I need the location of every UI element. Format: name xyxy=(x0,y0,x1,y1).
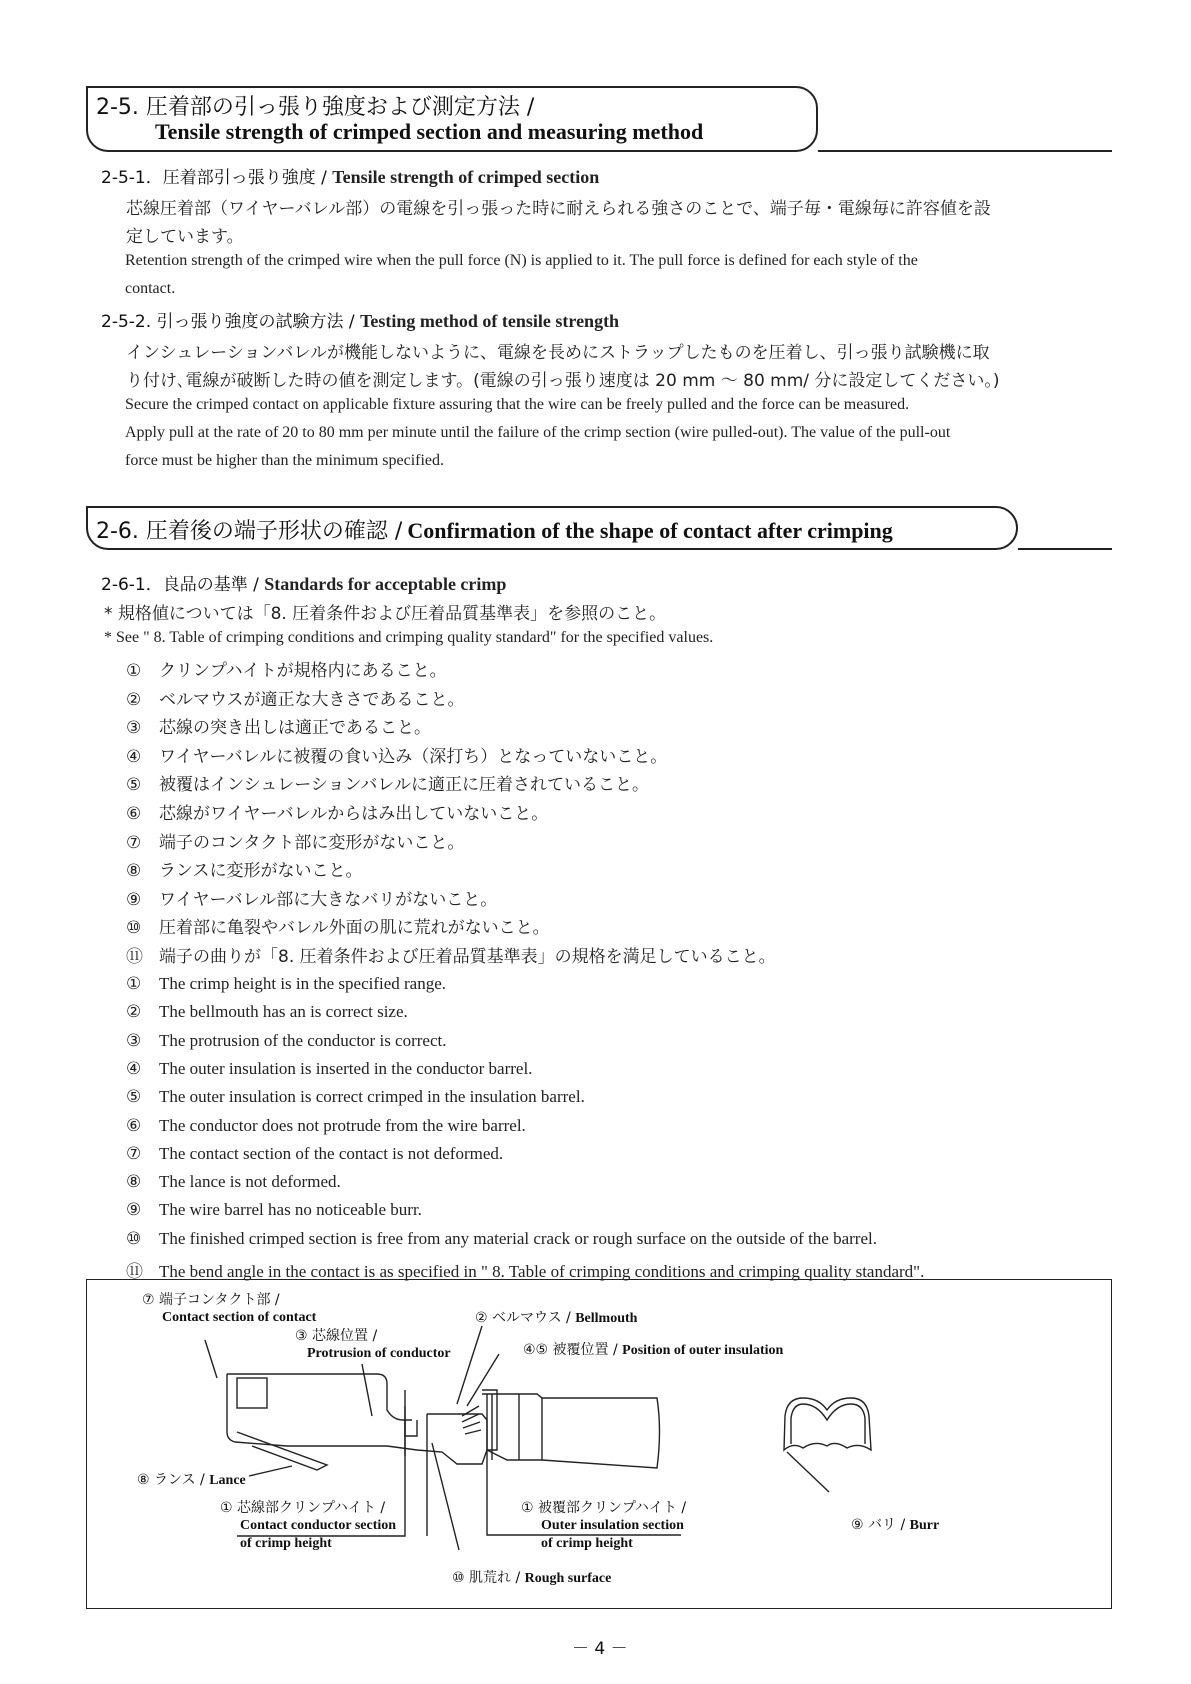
leader-lance xyxy=(249,1466,292,1476)
section-2-5-title-en: Tensile strength of crimped section and measuring method xyxy=(155,119,704,144)
item-number: ⑥ xyxy=(126,1115,142,1135)
item-number: ⑤ xyxy=(126,775,142,796)
heading-2-5-2 xyxy=(101,307,619,332)
label-protrusion-jp: ③ 芯線位置 / xyxy=(295,1328,378,1344)
list-item xyxy=(126,913,550,938)
s252-jp-line1: インシュレーションバレルが機能しないように、電線を長めにストラップしたものを圧着し、引っ張り試験機に取 xyxy=(126,343,990,363)
list-item xyxy=(126,1031,447,1051)
section-2-6-title-en: Confirmation of the shape of contact after crimping xyxy=(407,518,893,543)
label-contact-section-jp: ⑦ 端子コンタクト部 / xyxy=(142,1292,280,1308)
list-item xyxy=(126,1229,877,1249)
section-2-6-rule xyxy=(1018,548,1112,550)
label-burr-jp: ⑨ バリ / xyxy=(851,1517,906,1533)
item-text: The lance is not deformed. xyxy=(159,1172,341,1192)
item-text: The contact section of the contact is not deformed. xyxy=(159,1143,504,1163)
s251-en-line2: contact. xyxy=(125,280,176,297)
contact-top xyxy=(227,1374,412,1420)
list-item xyxy=(126,770,649,795)
label-insulation-ch-en1: Outer insulation section xyxy=(541,1518,684,1533)
label-burr xyxy=(851,1516,939,1535)
label-contact-section-en: Contact section of contact xyxy=(162,1310,317,1325)
label-burr-en: Burr xyxy=(909,1518,940,1533)
item-text: ベルマウスが適正な大きさであること。 xyxy=(159,689,465,710)
crimp-diagram-drawing xyxy=(87,1280,1113,1610)
item-text: The bellmouth has an is correct size. xyxy=(159,1002,408,1022)
item-text: 端子の曲りが「8. 圧着条件および圧着品質基準表」の規格を満足していること。 xyxy=(159,947,776,967)
item-text: 端子のコンタクト部に変形がないこと。 xyxy=(159,832,465,853)
leader-rough xyxy=(432,1443,459,1550)
label-lance-jp: ⑧ ランス / xyxy=(137,1472,205,1488)
label-insulation-position-jp: ④⑤ 被覆位置 / xyxy=(523,1342,618,1358)
list-item xyxy=(126,828,464,853)
conductor-barrel xyxy=(405,1420,417,1436)
contact-window xyxy=(237,1378,267,1408)
label-insulation-ch-jp: ① 被覆部クリンプハイト / xyxy=(521,1500,687,1516)
item-number: ① xyxy=(126,661,142,681)
heading-2-6-1 xyxy=(101,570,506,595)
list-item xyxy=(126,656,447,681)
item-text: 芯線の突き出しは適正であること。 xyxy=(159,718,431,739)
item-text: The bend angle in the contact is as specified in " 8. Table of crimping conditions and crimping quality standard". xyxy=(159,1262,925,1281)
list-item xyxy=(126,742,667,767)
label-conductor-ch-en2: of crimp height xyxy=(240,1536,332,1551)
label-conductor-ch-en1: Contact conductor section xyxy=(240,1518,397,1533)
leader-contact xyxy=(205,1340,217,1378)
item-number: ⑦ xyxy=(126,1143,142,1163)
item-number: ⑩ xyxy=(126,918,142,939)
bellmouth-strands xyxy=(462,1406,481,1434)
item-text: The protrusion of the conductor is correct. xyxy=(159,1030,447,1050)
list-item xyxy=(126,1002,408,1022)
item-number: ④ xyxy=(126,1058,142,1078)
burr-inner xyxy=(791,1404,865,1444)
list-item xyxy=(126,1059,532,1079)
item-text: 圧着部に亀裂やバレル外面の肌に荒れがないこと。 xyxy=(159,918,550,939)
wire xyxy=(542,1398,660,1468)
item-number: ② xyxy=(126,1002,142,1022)
section-2-6-title xyxy=(96,514,893,545)
heading-2-5-1-en: Tensile strength of crimped section xyxy=(332,167,600,187)
item-number: ② xyxy=(126,689,142,710)
item-text: The crimp height is in the specified range. xyxy=(159,974,447,993)
item-number: ⑩ xyxy=(126,1228,142,1248)
leader-insulation xyxy=(467,1354,499,1406)
label-rough-surface-en: Rough surface xyxy=(524,1571,612,1586)
item-number: ⑨ xyxy=(126,1200,142,1220)
section-2-5-title-jp: 2-5. 圧着部の引っ張り強度および測定方法 / xyxy=(96,95,535,120)
s252-en-line3: force must be higher than the minimum specified. xyxy=(125,452,445,469)
leader-burr xyxy=(787,1452,829,1492)
s251-jp-line1: 芯線圧着部（ワイヤーバレル部）の電線を引っ張った時に耐えられる強さのことで、端子毎・電線毎に許容値を設 xyxy=(126,199,991,219)
item-number: ⑤ xyxy=(126,1087,142,1107)
item-text: 芯線がワイヤーバレルからはみ出していないこと。 xyxy=(159,804,549,824)
label-protrusion-en: Protrusion of conductor xyxy=(307,1346,451,1361)
label-protrusion xyxy=(295,1327,451,1363)
heading-2-5-1-jp: 2-5-1．圧着部引っ張り強度 / xyxy=(101,168,327,188)
item-number: ⑨ xyxy=(126,889,142,910)
s252-en-line2: Apply pull at the rate of 20 to 80 mm per minute until the failure of the crimp section (wire pulled-out). The value of the pull-out xyxy=(125,424,951,441)
label-insulation-position-en: Position of outer insulation xyxy=(622,1343,784,1358)
s261-note-jp: * 規格値については「8. 圧着条件および圧着品質基準表」を参照のこと。 xyxy=(104,604,667,624)
s252-jp-line2: り付け､電線が破断した時の値を測定します。(電線の引っ張り速度は 20 mm ～ 80 mm/ 分に設定してください。) xyxy=(126,371,1000,391)
section-2-6-title-jp: 2-6. 圧着後の端子形状の確認 / xyxy=(96,519,403,544)
label-conductor-crimp-height xyxy=(220,1499,396,1553)
item-text: The conductor does not protrude from the wire barrel. xyxy=(159,1115,526,1135)
heading-2-6-1-jp: 2-6-1．良品の基準 / xyxy=(101,575,259,595)
lance-shape xyxy=(237,1432,327,1470)
list-item xyxy=(126,885,497,910)
list-item xyxy=(126,1144,503,1164)
item-text: ランスに変形がないこと。 xyxy=(159,861,363,882)
label-lance-en: Lance xyxy=(209,1473,246,1488)
label-bellmouth xyxy=(475,1309,637,1328)
item-number: ⑦ xyxy=(126,832,142,853)
s251-en-line1: Retention strength of the crimped wire when the pull force (N) is applied to it. The pull force is defined for each style of the xyxy=(125,252,918,269)
list-item xyxy=(126,856,363,881)
heading-2-5-2-en: Testing method of tensile strength xyxy=(360,311,620,331)
item-number: ⑧ xyxy=(126,861,142,882)
item-number: ⑪ xyxy=(126,947,143,967)
item-number: ③ xyxy=(126,1030,142,1050)
item-text: The outer insulation is inserted in the conductor barrel. xyxy=(159,1058,533,1078)
section-2-5-rule xyxy=(818,150,1112,152)
item-text: The wire barrel has no noticeable burr. xyxy=(159,1200,422,1220)
heading-2-6-1-en: Standards for acceptable crimp xyxy=(264,574,507,594)
list-item xyxy=(126,942,776,967)
item-text: ワイヤーバレルに被覆の食い込み（深打ち）となっていないこと。 xyxy=(159,746,668,767)
heading-2-5-2-jp: 2-5-2. 引っ張り強度の試験方法 / xyxy=(101,312,355,332)
label-bellmouth-jp: ② ベルマウス / xyxy=(475,1310,571,1326)
item-text: ワイヤーバレル部に大きなバリがないこと。 xyxy=(159,889,498,910)
item-text: 被覆はインシュレーションバレルに適正に圧着されていること。 xyxy=(159,775,649,796)
label-insulation-ch-en2: of crimp height xyxy=(541,1536,633,1551)
crimp-diagram xyxy=(86,1279,1112,1609)
item-number: ⑧ xyxy=(126,1172,142,1192)
list-item xyxy=(126,1200,422,1220)
label-insulation-crimp-height xyxy=(521,1499,686,1553)
heading-2-5-1 xyxy=(101,163,599,188)
list-item xyxy=(126,1172,341,1192)
item-number: ④ xyxy=(126,746,142,767)
label-contact-section xyxy=(142,1291,316,1327)
label-rough-surface xyxy=(452,1569,611,1588)
wire-barrel xyxy=(427,1414,487,1450)
label-bellmouth-en: Bellmouth xyxy=(575,1311,638,1326)
s261-note-en: * See " 8. Table of crimping conditions and crimping quality standard" for the specified values. xyxy=(104,629,714,646)
item-number: ⑥ xyxy=(126,804,142,824)
item-number: ⑪ xyxy=(126,1262,143,1281)
list-item xyxy=(126,1116,526,1136)
list-item xyxy=(126,974,446,994)
list-item xyxy=(126,685,465,710)
label-rough-surface-jp: ⑩ 肌荒れ / xyxy=(452,1570,521,1586)
item-text: The finished crimped section is free from any material crack or rough surface on the outside of the barrel. xyxy=(159,1228,877,1248)
item-text: クリンプハイトが規格内にあること。 xyxy=(159,661,447,681)
label-lance xyxy=(137,1471,246,1490)
page-number: － 4 － xyxy=(572,1639,628,1659)
leader-protrusion xyxy=(362,1364,372,1416)
leader-bellmouth xyxy=(457,1326,482,1404)
list-item xyxy=(126,1087,585,1107)
list-item xyxy=(126,799,548,824)
label-insulation-position xyxy=(523,1341,783,1360)
s252-en-line1: Secure the crimped contact on applicable fixture assuring that the wire can be freely pulled and the force can be measured. xyxy=(125,396,910,413)
label-conductor-ch-jp: ① 芯線部クリンプハイト / xyxy=(220,1500,386,1516)
s251-jp-line2: 定しています。 xyxy=(126,227,244,247)
list-item xyxy=(126,713,431,738)
item-text: The outer insulation is correct crimped in the insulation barrel. xyxy=(159,1087,585,1107)
item-number: ① xyxy=(126,974,142,993)
item-number: ③ xyxy=(126,718,142,739)
